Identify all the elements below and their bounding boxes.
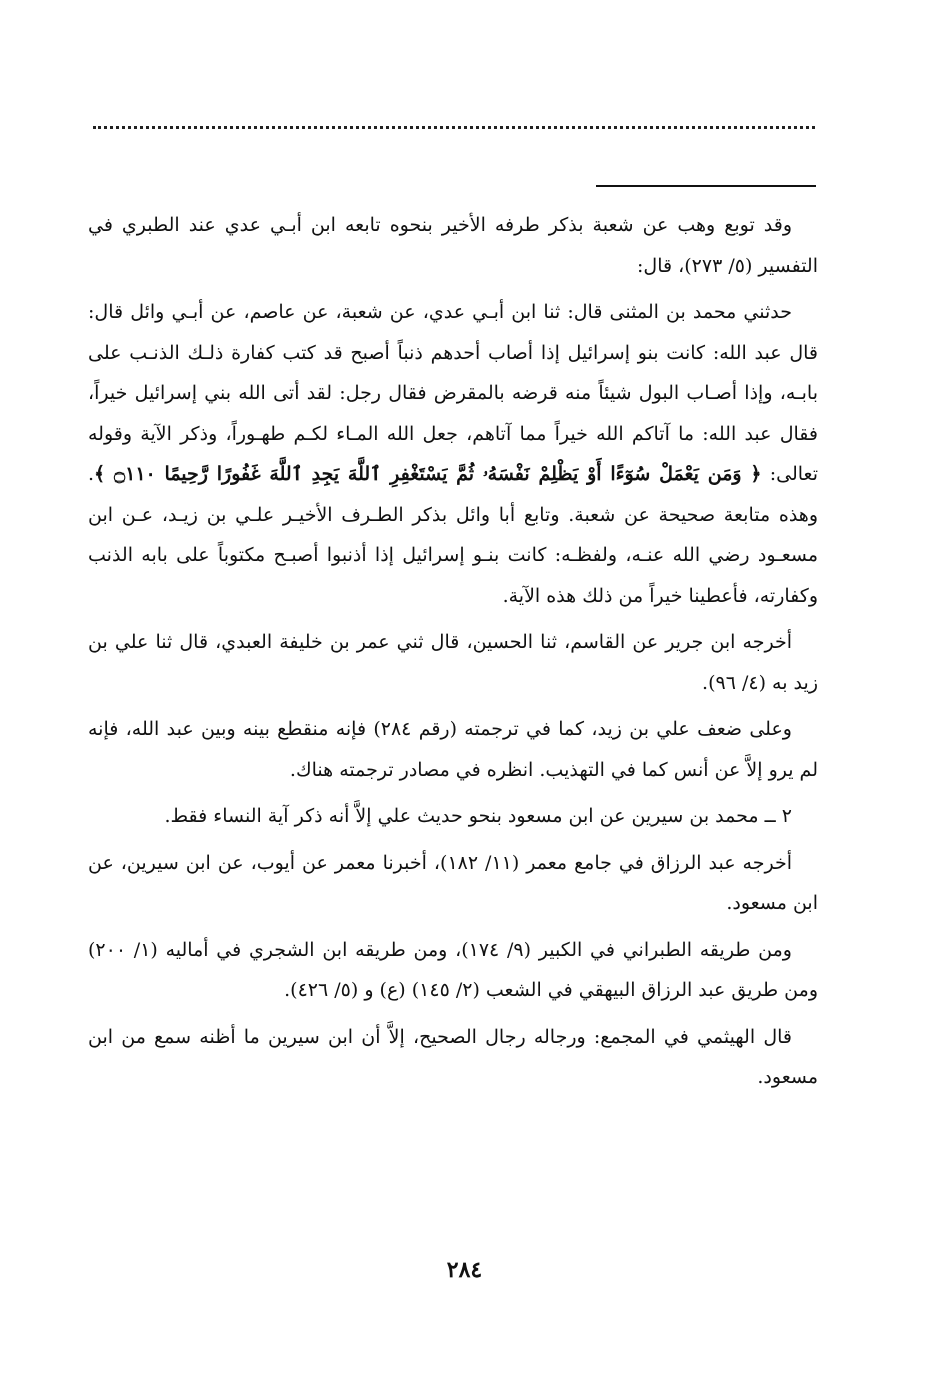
paragraph-abd-al-razzaq: أخرجه عبد الرزاق في جامع معمر (١١/ ١٨٢)، أخبرنا معمر عن أيوب، عن ابن سيرين، عن ابن مسعود. [88, 851, 818, 914]
paragraph-ibn-sirin: ٢ ــ محمد بن سيرين عن ابن مسعود بنحو حديث علي إلاَّ أنه ذكر آية النساء فقط. [164, 805, 792, 827]
paragraph-ibn-jarir: أخرجه ابن جرير عن القاسم، ثنا الحسين، قال ثني عمر بن خليفة العبدي، قال ثنا علي بن زيد به (٤/ ٩٦). [88, 631, 818, 694]
paragraph-tabarani: ومن طريقه الطبراني في الكبير (٩/ ١٧٤)، ومن طريقه ابن الشجري في أماليه (١/ ٢٠٠) ومن طريق عبد الرزاق البيهقي في الشعب (٢/ ١٤٥) (ع) و (٥/ ٤٢٦). [88, 938, 818, 1001]
paragraph-tabaa: وقد توبع وهب عن شعبة بذكر طرفه الأخير بنحوه تابعه ابن أبـي عدي عند الطبري في التفسير (٥/ ٢٧٣)، قال: [88, 214, 818, 277]
paragraph-ali-bin-zaid: وعلى ضعف علي بن زيد، كما في ترجمته (رقم ٢٨٤) فإنه منقطع بينه وبين عبد الله، فإنه لم يرو إلاَّ عن أنس كما في التهذيب. انظره في مصادر ترجمته هناك. [88, 718, 818, 781]
body-text [88, 205, 818, 1104]
paragraph-haythami: قال الهيثمي في المجمع: ورجاله رجال الصحيح، إلاَّ أن ابن سيرين ما أظنه سمع من ابن مسعود. [88, 1025, 818, 1088]
paragraph-hadith-text: حدثني محمد بن المثنى قال: ثنا ابن أبـي عدي، عن شعبة، عن عاصم، عن أبـي وائل قال: قال عبد الله: كانت بنو إسرائيل إذا أصاب أحدهم ذنباً أصبح قد كتب كفارة ذلـك الذنـب على بابـه، وإذا أصـاب البول شيئاً منه قرضه بالمقرض فقال رجل: لقد أتى الله بني إسرائيل خيراً، فقال عبد الله: ما آتاكم الله خيراً مما آتاهم، جعل الله المـاء لكـم طهـوراً، وذكر الآية وقوله تعالى: [88, 301, 818, 485]
footnote-separator-line [596, 185, 816, 187]
dotted-separator [93, 126, 815, 129]
paragraph-hadith-quote [88, 292, 818, 616]
page-number: ٢٨٤ [446, 1257, 483, 1283]
quran-verse: ﴿ وَمَن يَعْمَلْ سُوٓءًا أَوْ يَظْلِمْ نَفْسَهُۥ ثُمَّ يَسْتَغْفِرِ ٱللَّهَ يَجِدِ ٱللَّهَ غَفُورًا رَّحِيمًا ۝١١٠ ﴾ [94, 463, 762, 485]
paragraph-hadith-continuation: . وهذه متابعة صحيحة عن شعبة. وتابع أبا وائل بذكر الطـرف الأخيـر علـي بن زيـد، عـن ابن مسعـود رضي الله عنـه، ولفظـه: كانت بنـو إسرائيل إذا أذنبوا أصبـح مكتوباً على بابه الذنب وكفارته، فأعطينا خيراً من ذلك هذه الآية. [88, 463, 818, 607]
